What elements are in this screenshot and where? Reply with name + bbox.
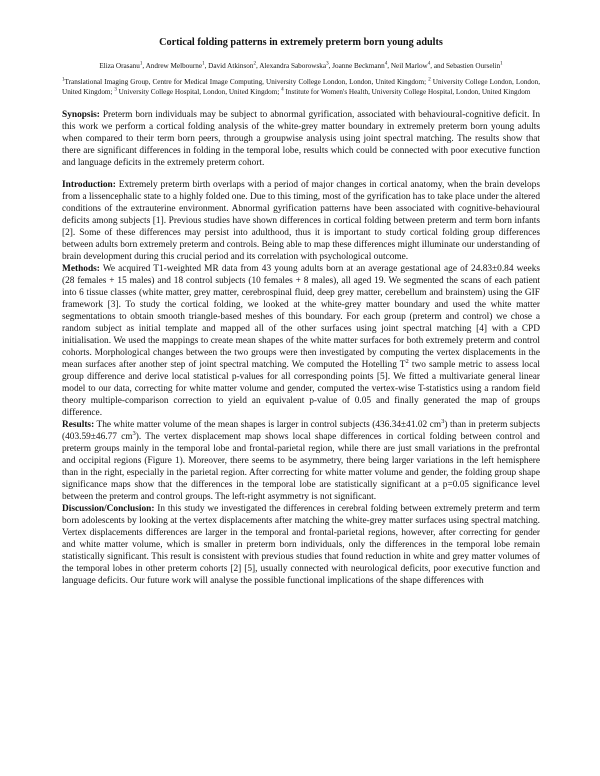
introduction-paragraph [62,179,540,263]
discussion-paragraph [62,503,540,587]
introduction-text: Extremely preterm birth overlaps with a period of major changes in cortical anatomy, when the brain develops from a lissencephalic state to a highly folded one. Due to this timing, most of the gyrification has to take place under the altered conditions of the extrauterine environment. Abnormal gyrification patterns have been associated with cognitive-behavioural deficits among subjects [1]. Previous studies have shown differences in cortical folding between preterm and term born infants [2]. Some of these differences may persist into adulthood, thus it is important to study cortical folding group differences between adults born extremely preterm and controls. Being able to map these differences might illuminate our understanding of brain development during this crucial period and its correlation with psychological outcome. [62,180,540,263]
results-text-end: ). The vertex displacement map shows local shape differences in cortical folding between control and preterm groups mainly in the temporal lobe and frontal-parietal region, while there are just small variations in the prefrontal and occipital regions (Figure 1). Moreover, there seems to be asymmetry, there being larger variations in the left hemisphere than in the right, especially in the parietal region. After correcting for white matter volume and gender, the folding group shape significance maps show that the differences in the temporal lobe are statistically significant at a p=0.05 significance level between the preterm and control groups. The left-right asymmetry is not significant. [62,432,540,503]
affil-sup: 1 [62,77,65,83]
affil-sup: 4 [281,87,284,93]
author-name: Eliza Orasanu [99,62,140,70]
unit-superscript: 3 [132,430,136,438]
methods-text: We acquired T1-weighted MR data from 43 young adults born at an average gestational age of 24.83±0.84 weeks (28 females + 15 males) and 18 control subjects (10 females + 8 males), all aged 19. We segmented the scans of each patient into 6 tissue classes (white matter, grey matter, cerebrospinal fluid, deep grey matter, cerebellum and brainstem) using the GIF framework [3]. To study the cortical folding, we looked at the white-grey matter boundary and used the white matter segmentations to obtain smooth triangle-based meshes of this boundary. For each group (preterm and control) we chose a random subject as initial template and mapped all of the other surfaces using joint spectral matching [4] with a CPD initialisation. We used the mappings to create mean shapes of the white matter surfaces for both extremely preterm and control cohorts. Morphological changes between the two groups were then investigated by computing the vertex displacements in the mean surfaces after another step of joint spectral matching. We computed the Hotelling T [62,264,540,371]
paper-page [62,36,540,587]
author-name: Andrew Melbourne [145,62,203,70]
author-name: Alexandra Saborowska [259,62,327,70]
affil-sup: 2 [428,77,431,83]
affil-sup: 3 [114,87,117,93]
synopsis-paragraph [62,109,540,169]
results-text: The white matter volume of the mean shapes is larger in control subjects (436.34±41.02 cm [94,420,442,431]
affiliations [62,78,540,97]
affiliation-text: Institute for Women's Health, University College Hospital, London, United Kingdom [283,87,531,96]
author-affil-sup: 2 [253,61,257,67]
results-heading: Results: [62,420,95,431]
section-gap [62,169,540,179]
hotelling-superscript: 2 [405,358,409,366]
author-affil-sup: 1 [139,61,143,67]
results-paragraph [62,419,540,503]
paper-title: Cortical folding patterns in extremely preterm born young adults [159,37,443,48]
discussion-text: In this study we investigated the differences in cerebral folding between extremely preterm and term born adolescents by looking at the vertex displacements after matching the white-grey matter surfaces using spectral matching. Vertex displacements differences are larger in the temporal and frontal-parietal regions, however, after correcting for gender and white matter volume, which is smaller in preterm born individuals, only the differences in the temporal lobe remain statistically significant. This result is consistent with previous studies that found reduction in white and grey matter volumes of the temporal lobes in other preterm cohorts [2] [5], usually connected with neurological deficits, poor executive function and language deficits. Our future work will analyse the possible functional implications of the shape differences with [62,504,540,587]
methods-heading: Methods: [62,264,100,275]
introduction-heading: Introduction: [62,180,116,191]
unit-superscript: 3 [441,418,445,426]
synopsis-text: Preterm born individuals may be subject to abnormal gyrification, associated with behavioural-cognitive deficit. In this work we perform a cortical folding analysis of the white-grey matter boundary in extremely preterm born young adults when compared to their term born peers, through a groupwise analysis using joint spectral matching. The results show that there are significant differences in folding in the temporal lobe, results which could be connected with poor executive function and language deficits in the extremely preterm cohort. [62,110,540,169]
discussion-heading: Discussion/Conclusion: [62,504,155,515]
author-affil-sup: 3 [326,61,329,67]
methods-paragraph [62,263,540,419]
author-affil-sup: 1 [500,61,503,67]
author-list: Eliza Orasanu$^1$, Andrew Melbourne$^1$, David Atkinson$^2$, Alexandra Saborowska$^3$, Joanne Beckmann$^4$, Neil Marlow$^4$, and Sebastien Ourselin$^1$ [99,61,503,70]
author-name: Joanne Beckmann [332,62,385,70]
author-affil-sup: 1 [202,61,205,67]
author-affil-sup: 4 [384,61,388,67]
results-text-continued: ) than in preterm subjects (403.59±46.77 cm [62,420,540,443]
affiliation-text: University College London, London, United Kingdom; [62,78,540,96]
methods-text-continued: two sample metric to assess local group difference and derive local statistical p-values for all corresponding points [5]. We fitted a multivariate general linear model to our data, correcting for white matter volume and gender, computed the vertex-wise T-statistics using a random field theory multiple-comparison correction to yield an equivalent p-value of 0.05 and finally generated the map of groups difference. [62,360,540,419]
author-name: Neil Marlow [390,62,428,70]
affiliation-text: University College Hospital, London, United Kingdom; [116,87,282,96]
author-affil-sup: 4 [427,61,431,67]
synopsis-heading: Synopsis: [62,110,100,121]
affiliation-text: Translational Imaging Group, Centre for Medical Image Computing, University College London, London, United Kingdom; [64,78,429,86]
author-name: David Atkinson [208,62,254,70]
author-name: and Sebastien Ourselin [433,62,501,70]
